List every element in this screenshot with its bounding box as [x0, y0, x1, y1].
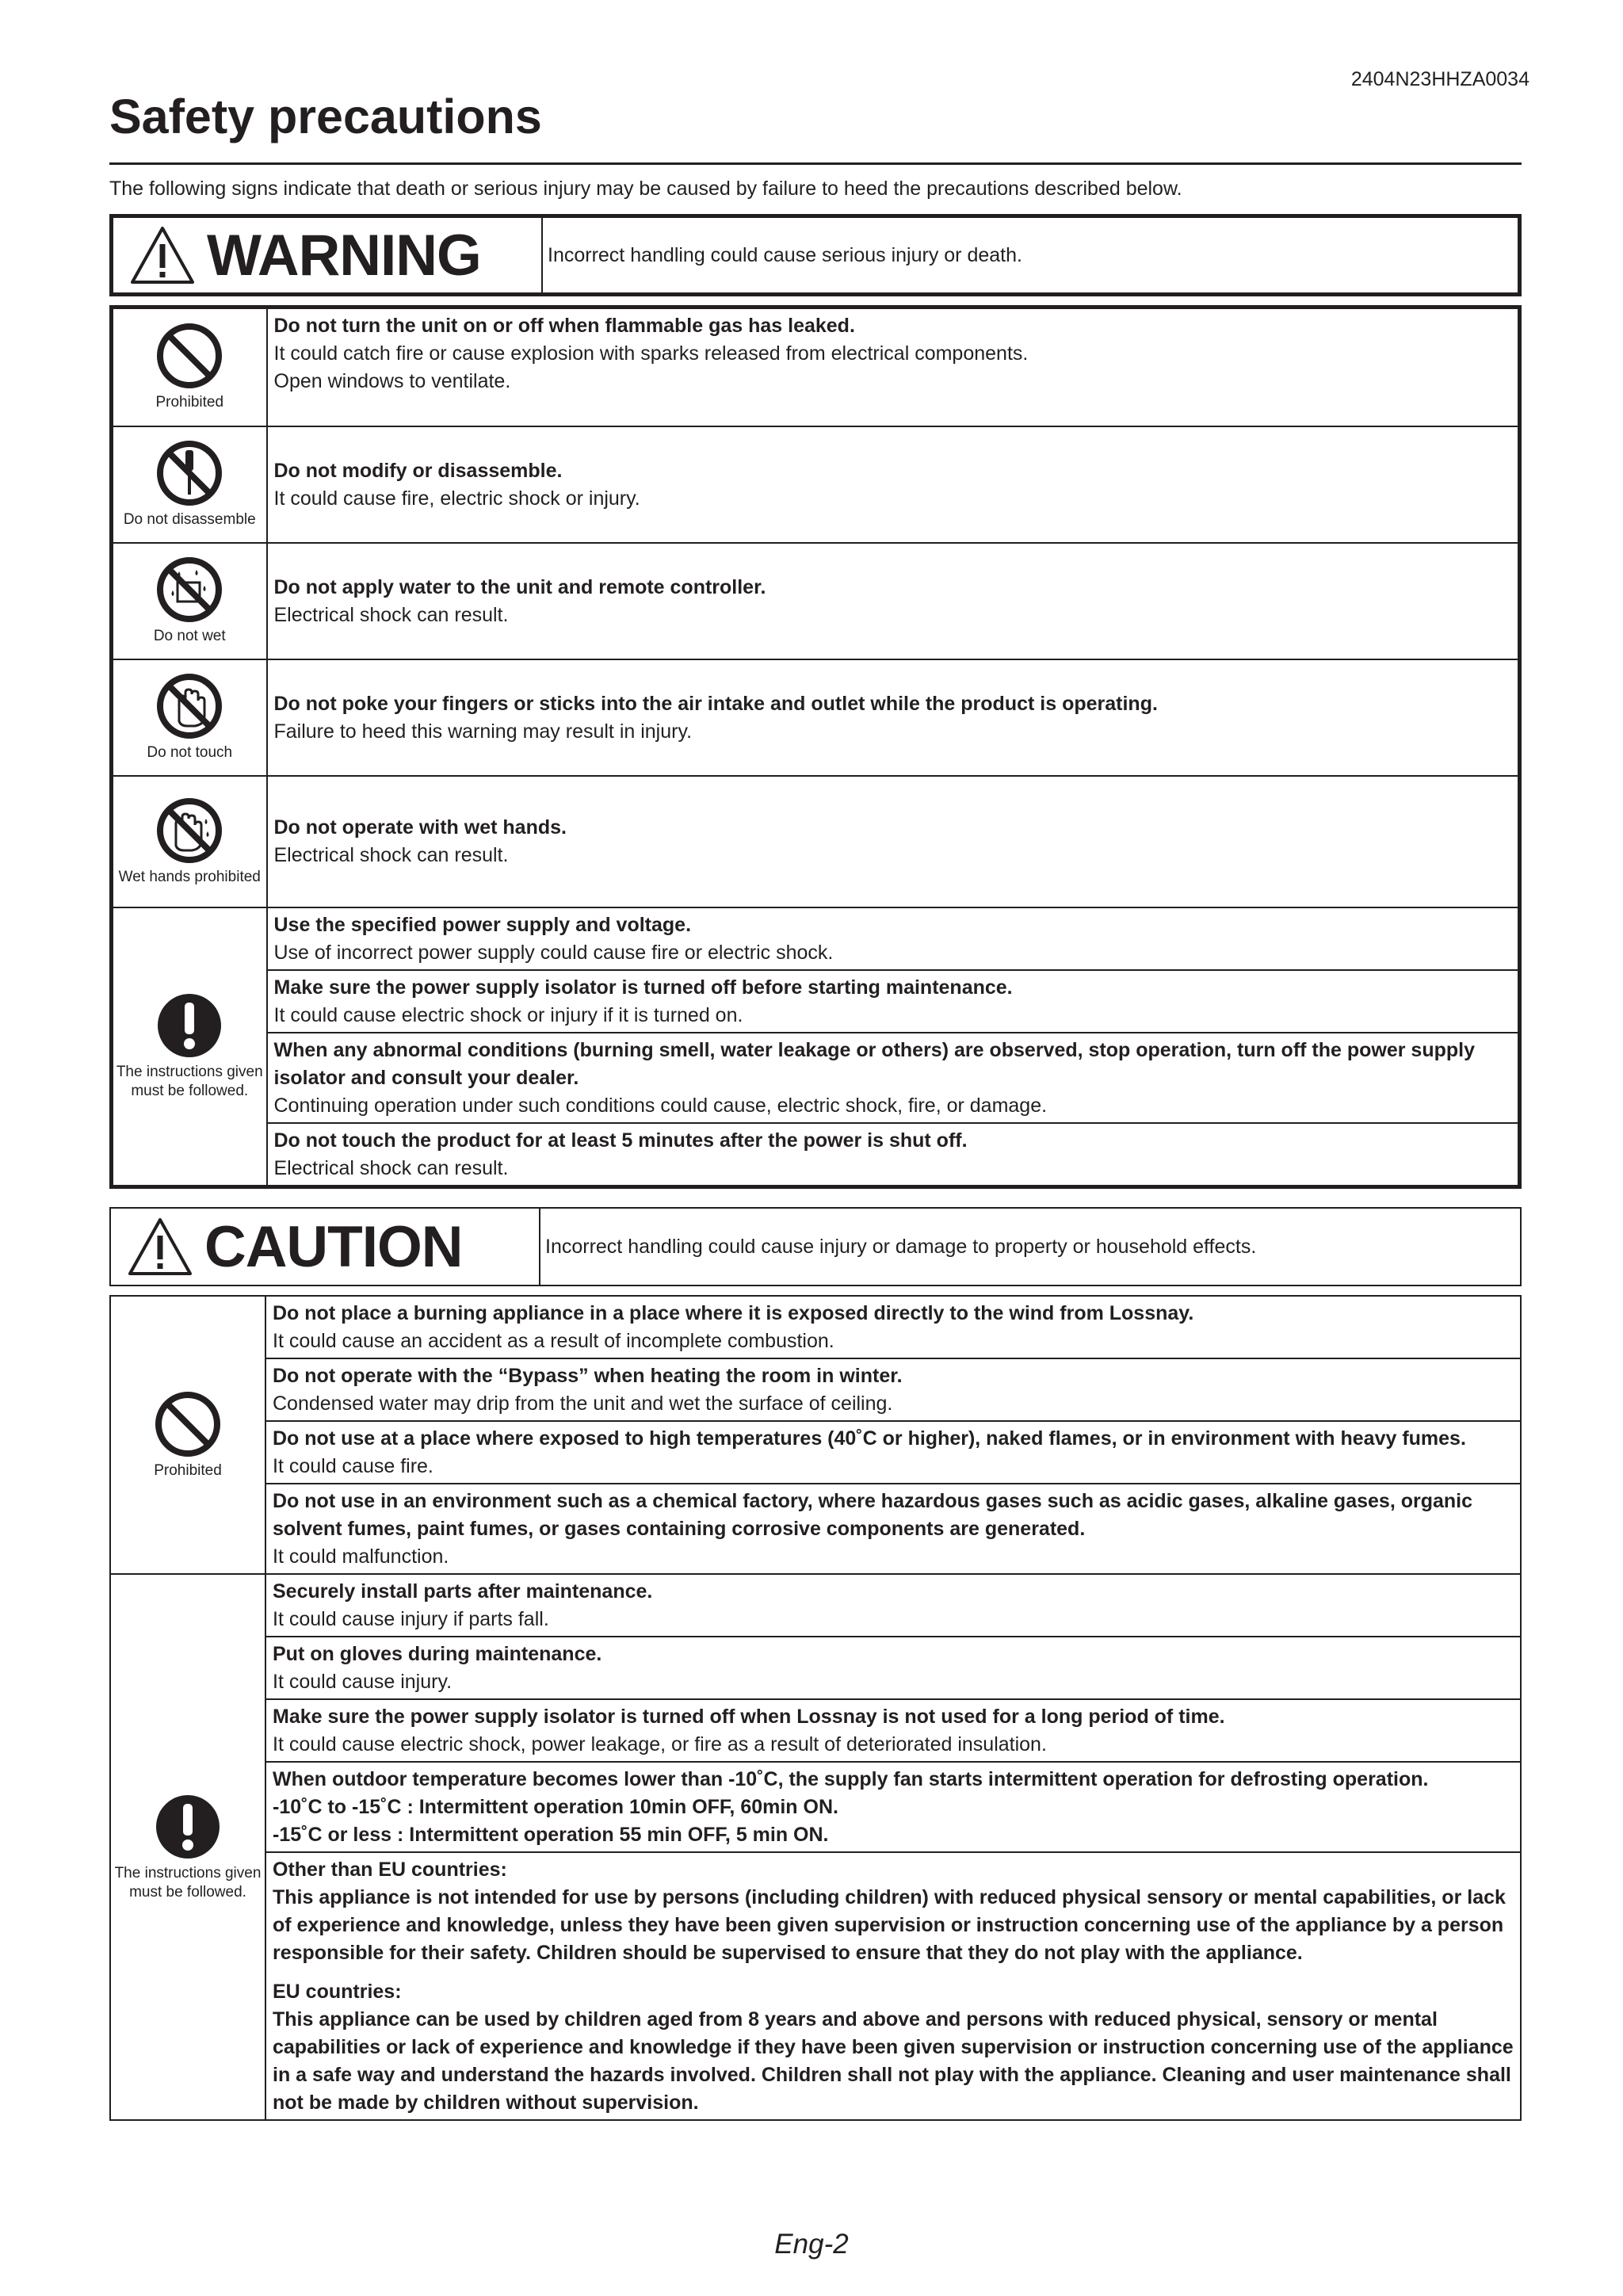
caution-row: [110, 1637, 1521, 1699]
caution-text-cell: [265, 1484, 1521, 1574]
warning-table: [109, 305, 1522, 1189]
caution-heading: Do not use in an environment such as a chemical factory, where hazardous gases such as acidic gases, alkaline gases, organic solvent fumes, paint fumes, or gases containing corrosive components are generated.: [273, 1490, 1473, 1540]
caution-triangle-icon: [127, 1217, 193, 1277]
caution-text-cell: [265, 1358, 1521, 1421]
icon-caption: The instructions given must be followed.: [116, 1064, 263, 1099]
warning-row: [112, 1033, 1520, 1123]
do-not-touch-icon: [155, 672, 223, 740]
instructions-must-be-followed-icon: [155, 991, 223, 1060]
caution-text-cell: [265, 1421, 1521, 1484]
warning-heading: Use the specified power supply and voltage.: [273, 913, 692, 936]
warning-row: [112, 970, 1520, 1033]
warning-row: [112, 426, 1520, 543]
caution-detail: It could cause injury.: [273, 1671, 453, 1693]
caution-detail: It could cause electric shock, power leakage, or fire as a result of deteriorated insulation.: [273, 1733, 1047, 1755]
caution-detail: It could cause injury if parts fall.: [273, 1608, 549, 1630]
warning-heading: Do not modify or disassemble.: [273, 459, 563, 482]
spacer: [273, 1967, 1515, 1978]
warning-row: [112, 308, 1520, 426]
caution-text-cell: [265, 1574, 1521, 1637]
caution-row: [110, 1484, 1521, 1574]
caution-detail: It could malfunction.: [273, 1545, 449, 1568]
warning-icon-cell: [112, 426, 267, 543]
icon-caption: The instructions given must be followed.: [114, 1864, 262, 1901]
caution-row: [110, 1699, 1521, 1762]
warning-text-cell: [267, 543, 1520, 659]
warning-detail: Electrical shock can result.: [273, 603, 509, 626]
caution-text-cell: [265, 1637, 1521, 1699]
wet-hands-prohibited-icon: [155, 797, 223, 865]
caution-row: [110, 1762, 1521, 1852]
caution-icon-cell: [110, 1574, 265, 2120]
instructions-must-be-followed-icon: [154, 1793, 222, 1861]
warning-icon-cell: [112, 543, 267, 659]
caution-header: [109, 1207, 1522, 1286]
caution-icon-cell: [110, 1296, 265, 1574]
warning-detail: It could cause electric shock or injury if it is turned on.: [273, 1003, 743, 1026]
warning-row: [112, 543, 1520, 659]
icon-caption: Prohibited: [155, 394, 224, 411]
warning-text-cell: [267, 970, 1520, 1033]
warning-header: [109, 214, 1522, 296]
warning-text-cell: [267, 426, 1520, 543]
warning-row: [112, 776, 1520, 907]
intro-text: The following signs indicate that death or serious injury may be caused by failure to heed the precautions described below.: [109, 178, 1182, 200]
warning-row: [112, 907, 1520, 970]
eu-heading: EU countries:: [273, 1981, 402, 2003]
eu-other-heading: Other than EU countries:: [273, 1859, 507, 1881]
warning-heading: Do not poke your fingers or sticks into the air intake and outlet while the product is operating.: [273, 692, 1158, 715]
caution-text-cell: [265, 1852, 1521, 2120]
caution-heading: -10˚C to -15˚C : Intermittent operation 10min OFF, 60min ON.: [273, 1796, 838, 1818]
warning-detail: It could cause fire, electric shock or injury.: [273, 487, 640, 510]
warning-icon-cell: [112, 308, 267, 426]
caution-table: [109, 1295, 1522, 2121]
warning-description: Incorrect handling could cause serious injury or death.: [548, 243, 1022, 266]
caution-detail: It could cause an accident as a result of incomplete combustion.: [273, 1330, 834, 1352]
warning-row: [112, 659, 1520, 776]
document-id: 2404N23HHZA0034: [1350, 68, 1529, 90]
caution-text-cell: [265, 1762, 1521, 1852]
caution-row: [110, 1421, 1521, 1484]
icon-caption: Do not wet: [153, 628, 226, 644]
warning-text-cell: [267, 308, 1520, 426]
warning-word: WARNING: [207, 223, 481, 288]
caution-heading: Do not use at a place where exposed to high temperatures (40˚C or higher), naked flames, or in environment with heavy fumes.: [273, 1427, 1466, 1450]
caution-heading: Put on gloves during maintenance.: [273, 1643, 602, 1665]
icon-caption: Do not disassemble: [123, 511, 256, 528]
caution-heading: Do not operate with the “Bypass” when heating the room in winter.: [273, 1365, 903, 1387]
warning-detail: Electrical shock can result.: [273, 1156, 509, 1179]
caution-heading: -15˚C or less : Intermittent operation 55 min OFF, 5 min ON.: [273, 1824, 829, 1846]
eu-text: This appliance can be used by children aged from 8 years and above and persons with reduced physical, sensory or mental capabilities or lack of experience and knowledge if they have been given supervision or instruction concerning use of the appliance in a safe way and understand the hazards involved. Children shall not play with the appliance. Cleaning and user maintenance shall not be made by children without supervision.: [273, 2008, 1514, 2114]
caution-heading: Securely install parts after maintenance.: [273, 1580, 653, 1603]
warning-heading: Make sure the power supply isolator is turned off before starting maintenance.: [273, 976, 1013, 999]
title-rule: [109, 162, 1522, 165]
caution-heading: When outdoor temperature becomes lower than -10˚C, the supply fan starts intermittent operation for defrosting operation.: [273, 1768, 1429, 1790]
caution-text-cell: [265, 1699, 1521, 1762]
caution-heading: Make sure the power supply isolator is turned off when Lossnay is not used for a long period of time.: [273, 1706, 1225, 1728]
warning-icon-cell: [112, 907, 267, 1187]
warning-heading: When any abnormal conditions (burning smell, water leakage or others) are observed, stop operation, turn off the power supply isolator and consult your dealer.: [273, 1038, 1476, 1089]
page-title: Safety precautions: [109, 90, 542, 143]
warning-text-cell: [267, 1033, 1520, 1123]
warning-text-cell: [267, 1123, 1520, 1187]
caution-text-cell: [265, 1296, 1521, 1358]
icon-caption: Prohibited: [154, 1461, 222, 1479]
warning-row: [112, 1123, 1520, 1187]
caution-description: Incorrect handling could cause injury or damage to property or household effects.: [545, 1235, 1257, 1258]
caution-row: [110, 1296, 1521, 1358]
warning-detail: It could catch fire or cause explosion with sparks released from electrical components.: [273, 342, 1029, 365]
warning-detail: Failure to heed this warning may result in injury.: [273, 720, 693, 743]
do-not-wet-icon: [155, 556, 223, 624]
do-not-disassemble-icon: [155, 439, 223, 507]
warning-detail: Electrical shock can result.: [273, 844, 509, 866]
warning-text-cell: [267, 659, 1520, 776]
caution-word: CAUTION: [204, 1214, 463, 1279]
warning-text-cell: [267, 907, 1520, 970]
warning-triangle-icon: [129, 225, 196, 285]
warning-icon-cell: [112, 659, 267, 776]
warning-icon-cell: [112, 776, 267, 907]
warning-heading: Do not operate with wet hands.: [273, 816, 567, 839]
prohibited-icon: [155, 322, 223, 390]
prohibited-icon: [154, 1390, 222, 1458]
caution-row: [110, 1358, 1521, 1421]
warning-heading: Do not touch the product for at least 5 minutes after the power is shut off.: [273, 1129, 968, 1152]
eu-other-text: This appliance is not intended for use by persons (including children) with reduced physical sensory or mental capabilities, or lack of experience and knowledge, unless they have been given supervision or instruction concerning use of the appliance by a person responsible for their safety. Children should be supervised to ensure that they do not play with the appliance.: [273, 1886, 1506, 1964]
icon-caption: Wet hands prohibited: [118, 868, 261, 885]
caution-row: [110, 1852, 1521, 2120]
warning-heading: Do not apply water to the unit and remote controller.: [273, 575, 766, 598]
caution-detail: It could cause fire.: [273, 1455, 433, 1477]
caution-heading: Do not place a burning appliance in a place where it is exposed directly to the wind from Lossnay.: [273, 1302, 1194, 1324]
caution-detail: Condensed water may drip from the unit and wet the surface of ceiling.: [273, 1392, 893, 1415]
warning-heading: Do not turn the unit on or off when flammable gas has leaked.: [273, 315, 855, 337]
warning-detail: Continuing operation under such conditions could cause, electric shock, fire, or damage.: [273, 1094, 1048, 1117]
warning-detail: Open windows to ventilate.: [273, 370, 511, 392]
warning-detail: Use of incorrect power supply could cause fire or electric shock.: [273, 941, 834, 964]
page-number: Eng-2: [774, 2229, 849, 2260]
caution-row: [110, 1574, 1521, 1637]
warning-text-cell: [267, 776, 1520, 907]
icon-caption: Do not touch: [147, 744, 233, 761]
